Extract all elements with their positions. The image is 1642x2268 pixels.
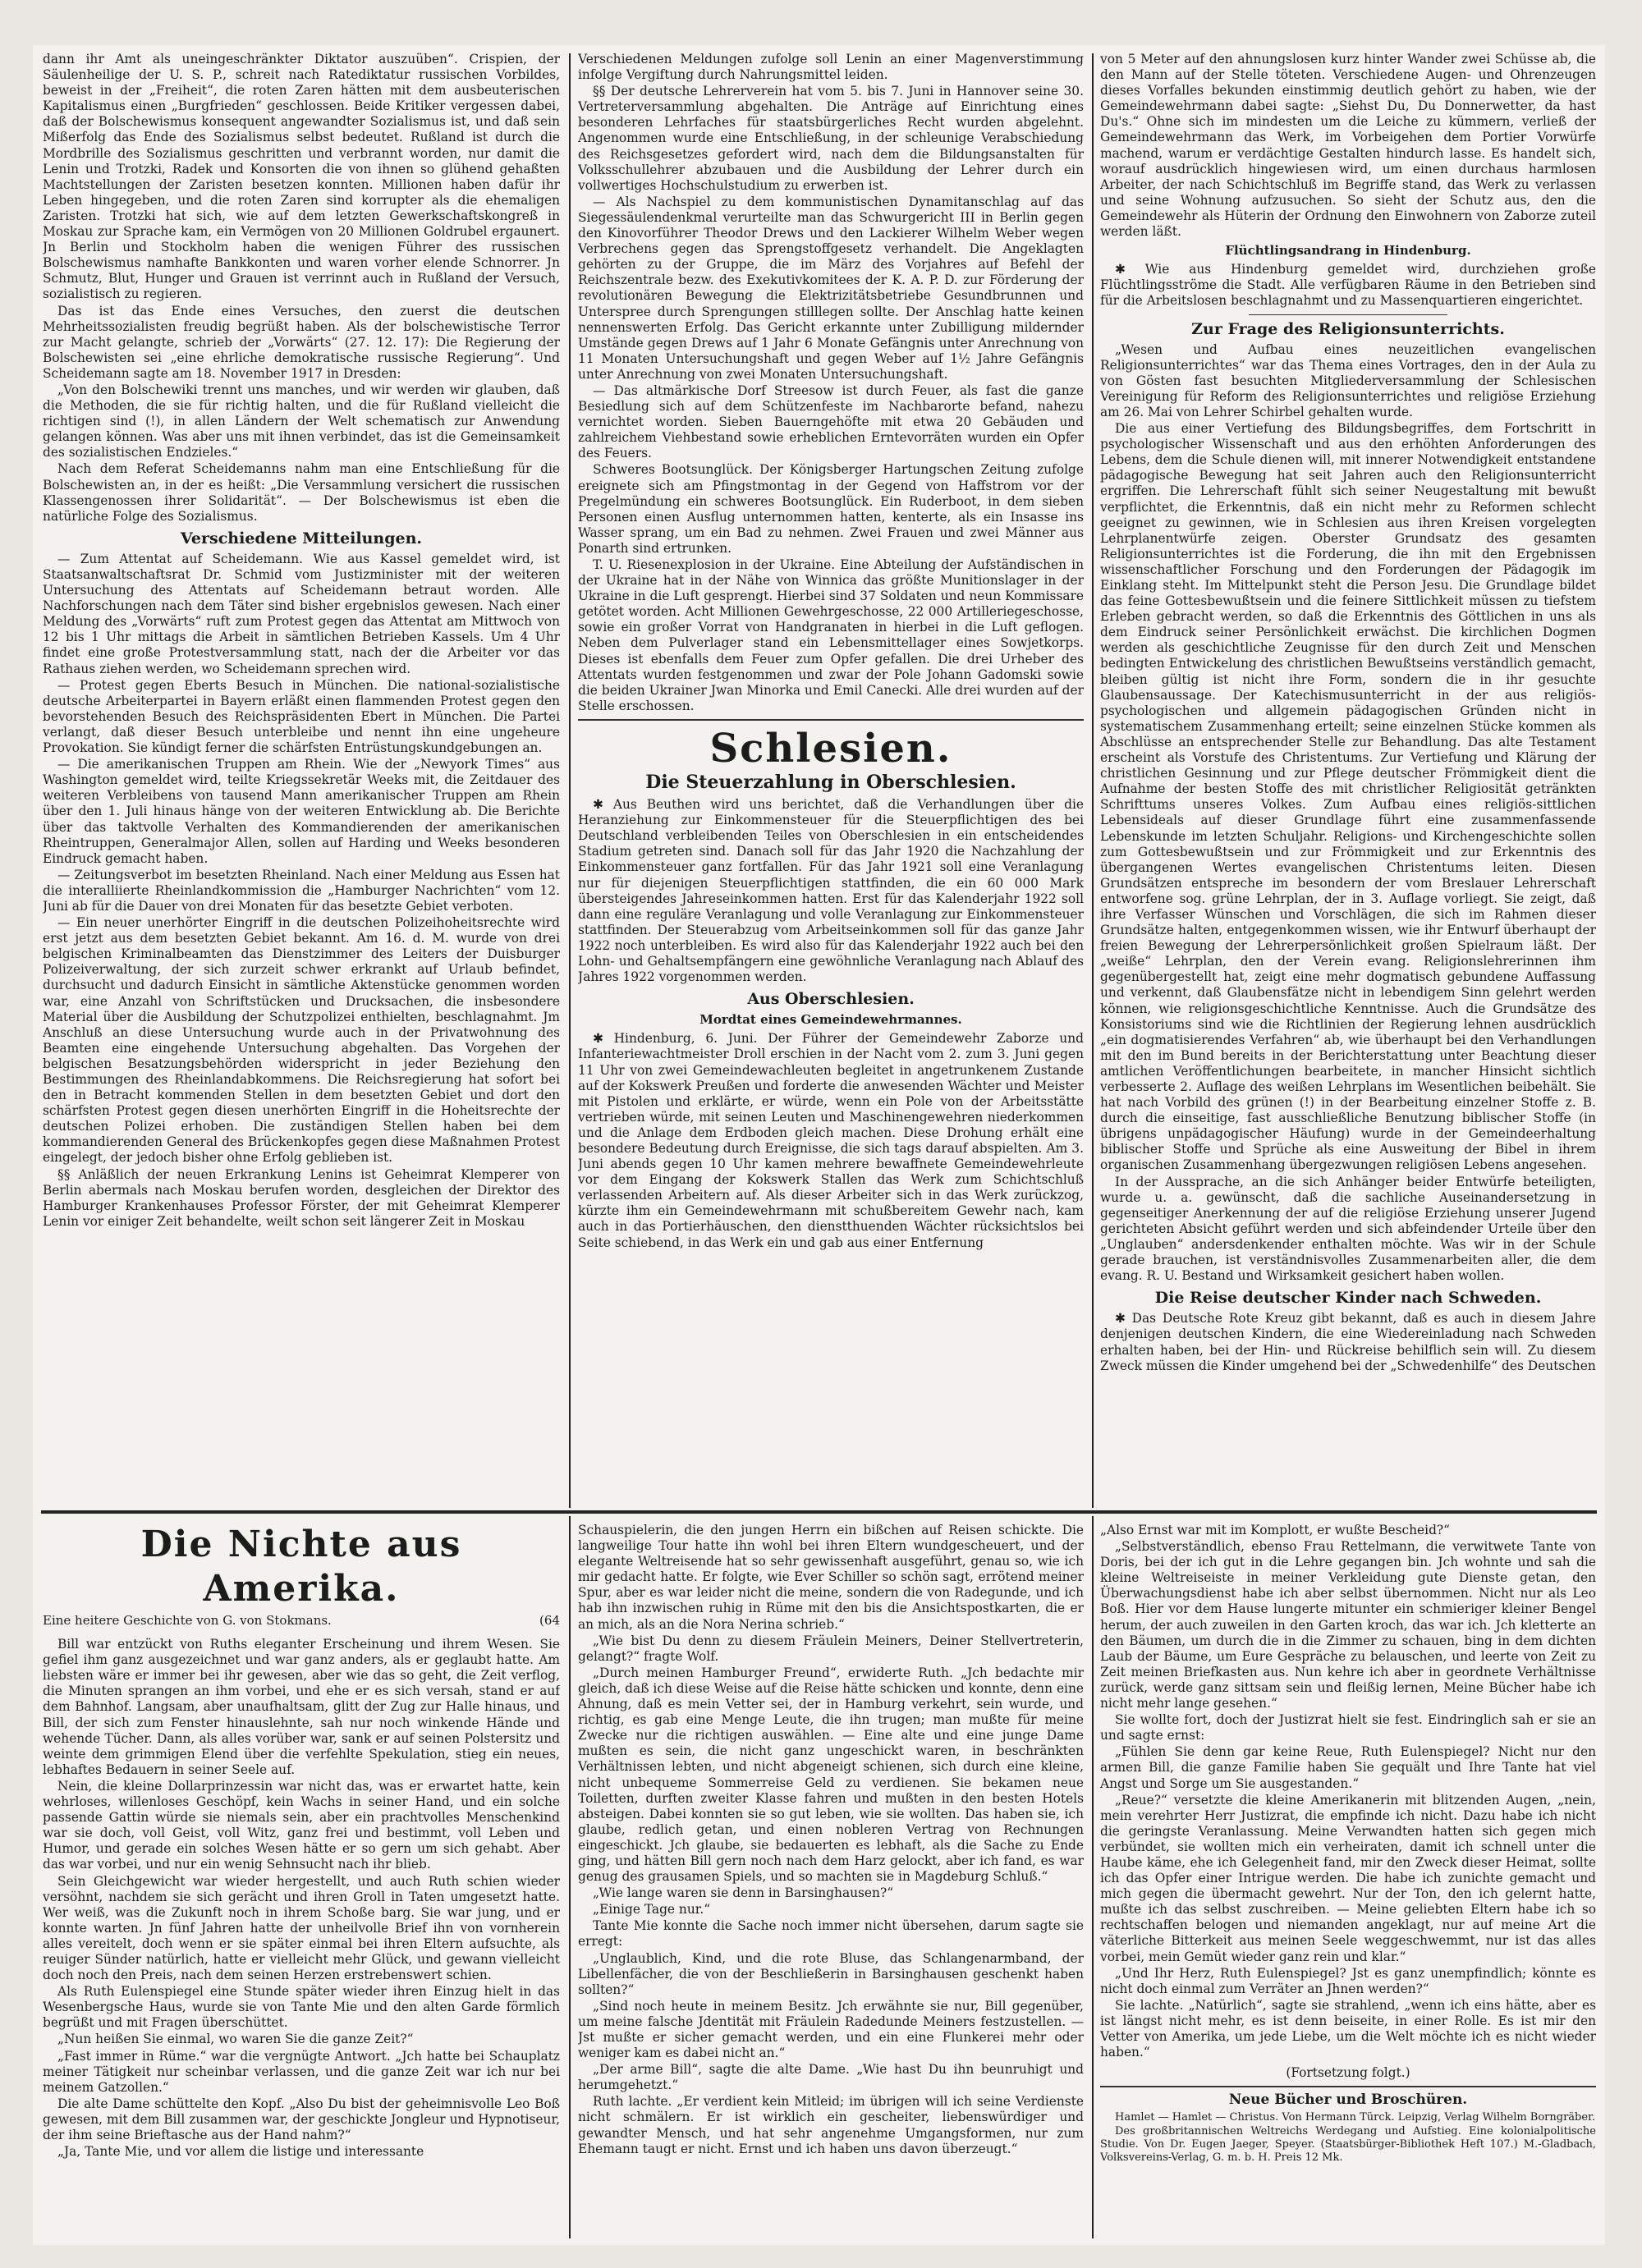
column-rule (1092, 53, 1094, 1508)
column-2 (578, 52, 1084, 1508)
divider (1249, 314, 1447, 315)
story-paragraph: Sein Gleichgewicht war wieder hergestellt, und auch Ruth schien wieder versöhnt, nachdem sie sich gerächt und ihren Groll in Taten umgesetzt hatte. Wer weiß, was die Zukunft noch in ihrem Schoße barg. Sie war jung, und er konnte warten. Jn fünf Jahren hatte der unheilvolle Brief ihn von vornherein alles vereitelt, doch wenn er sie später einmal bei ihren Eltern aufsuchte, als reuiger Sünder natürlich, hatte er vielleicht mehr Glück, und gewann vielleicht doch noch den Preis, nach dem seinen Herzen erstrebenswert schien. (43, 1873, 560, 1983)
story-paragraph: „Fühlen Sie denn gar keine Reue, Ruth Eulenspiegel? Nicht nur den armen Bill, die ganze Familie haben Sie gequält und Ihre Tante hat viel Angst und Sorge um Sie ausgestanden.“ (1100, 1744, 1596, 1791)
serial-column-1 (43, 1523, 560, 2238)
section-heading: Verschiedene Mitteilungen. (180, 529, 423, 548)
article-paragraph: Das ist das Ende eines Versuches, den zuerst die deutschen Mehrheitssozialisten freudig begrüßt haben. Als der bolschewistische Terror zur Macht gelangte, schrieb der „Vorwärts“ (27. 12. 17): Die Regierung der Bolschewisten sei „eine ehrliche demokratische russische Regierung“. Und Scheidemann sagte am 18. November 1917 in Dresden: (43, 303, 560, 381)
story-paragraph: Nein, die kleine Dollarprinzessin war nicht das, was er erwartet hatte, kein wehrloses, willenloses Geschöpf, kein Wachs in seiner Hand, und ein solche passende Gattin würde sie niemals sein, aber ein prachtvolles Menschenkind war sie doch, voll Geist, voll Witz, ganz frei und bestimmt, voll Leben und Humor, und gerade ein solches Wesen hätte er so gern um sich gehabt. Aber das war vorbei, und nur ein wenig Sehnsucht nach ihr blieb. (43, 1778, 560, 1872)
story-paragraph: Sie wollte fort, doch der Justizrat hielt sie fest. Eindringlich sah er sie an und sagte ernst: (1100, 1712, 1596, 1743)
story-paragraph: „Nun heißen Sie einmal, wo waren Sie die ganze Zeit?“ (57, 2032, 414, 2047)
story-paragraph: Als Ruth Eulenspiegel eine Stunde später wieder ihren Einzug hielt in das Wesenbergsche Haus, wurde sie von Tante Mie und den alten Garde förmlich begrüßt und mit Fragen überschüttet. (43, 1984, 560, 2031)
column-rule (1092, 1516, 1094, 2238)
story-paragraph: „Reue?“ versetzte die kleine Amerikanerin mit blitzenden Augen, „nein, mein verehrter Herr Justizrat, die empfinde ich nicht. Dazu habe ich nicht die geringste Veranlassung. Meine Verwandten hatten sich gegen mich verbündet, sie wollten mich ein verheiraten, damit ich schnell unter die Haube käme, ehe ich Gelegenheit fand, mir den Zweck dieser Heimat, sollte ich das Opfer einer Intrigue werden. Die habe ich zunichte gemacht und mich gegen die übermacht gewehrt. Nur der Ton, den ich gelernt hatte, mußte ich das selbst zuschreiben. — Meine geliebten Eltern habe ich so rechtschaffen belogen und niemanden angeklagt, nur auf meine Art die väterliche Bitterkeit aus meinen Seele weggeschwemmt, nur ist das alles vorbei, mein Gemüt wieder ganz rein und klar.“ (1100, 1792, 1596, 1964)
story-paragraph: „Der arme Bill“, sagte die alte Dame. „Wie hast Du ihn beunruhigt und herumgehetzt.“ (578, 2062, 1084, 2093)
story-paragraph: „Ja, Tante Mie, und vor allem die listige und interessante (57, 2144, 424, 2160)
section-heading: Zur Frage des Religionsunterrichts. (1191, 319, 1505, 338)
story-paragraph: „Durch meinen Hamburger Freund“, erwiderte Ruth. „Jch bedachte mir gleich, daß ich diese Weise auf die Reise hätte schicken und konnte, denn eine Ahnung, daß es mein Vetter sei, der in Hamburg verkehrt, sein wurde, und richtig, es gab eine Menge Leute, die ihn trugen; man mußte für meine Zwecke nur die richtigen auswählen. — Eine alte und eine junge Dame mußten es sein, die nicht ganz ungeschickt waren, in beschränkten Verhältnissen lebten, und nicht abgeneigt schienen, sich durch eine kleine, nicht unbequeme Sommerreise Geld zu verdienen. Sie bekamen neue Toiletten, durften zweiter Klasse fahren und mußten in den besten Hotels absteigen. Dabei konnten sie so gut leben, wie sie wollten. Das haben sie, ich glaube, redlich getan, und einen nobleren Vertrag von Rechnungen eingeschickt. Jch glaube, sie bedauerten es lebhaft, als die Sache zu Ende ging, und hätten Bill gern noch nach dem Harz gelockt, aber ich fand, es war genug des grausamen Spiels, und so machten sie in Magdeburg Schluß.“ (578, 1665, 1084, 1885)
serial-title: Die Nichte aus Amerika. (140, 1523, 462, 1610)
serial-subtitle-row (43, 1613, 560, 1629)
news-item: — Zeitungsverbot im besetzten Rheinland. Nach einer Meldung aus Essen hat die interalliierte Rheinlandkommission die „Hamburger Nachrichten“ vom 12. Juni ab für die Dauer von drei Monaten für das besetzte Gebiet verboten. (43, 867, 560, 914)
news-item: Schweres Bootsunglück. Der Königsberger Hartungschen Zeitung zufolge ereignete sich am Pfingstmontag in der Gegend von Haffstrom vor der Pregelmündung ein schweres Bootsunglück. Ein Ruderboot, in dem sieben Personen einen Ausflug unternommen hatten, kenterte, als ein Insasse ins Wasser sprang, um ein Bad zu nehmen. Zwei Frauen und zwei Männer aus Ponarth sind ertrunken. (578, 462, 1084, 556)
book-entry: Des großbritannischen Weltreichs Werdegang und Aufstieg. Eine kolonialpolitische Studie. Von Dr. Eugen Jaeger, Speyer. (Staatsbürger-Bibliothek Heft 107.) M.-Gladbach, Volksvereins-Verlag, G. m. b. H. Preis 12 Mk. (1100, 2125, 1596, 2165)
news-item: ✱ Aus Beuthen wird uns berichtet, daß die Verhandlungen über die Heranziehung zur Einkommensteuer für die Steuerpflichtigen des bei Deutschland verbleibenden Teiles von Oberschlesien in ein entscheidendes Stadium getreten sind. Danach soll für das Jahr 1920 die Nachzahlung der Einkommensteuer ganz fortfallen. Für das Jahr 1921 soll eine Veranlagung nur für diejenigen Steuerpflichtigen stattfinden, die ein 60 000 Mark übersteigendes Jahreseinkommen hatten. Erst für das Kalenderjahr 1922 soll dann eine reguläre Veranlagung und volle Veranlagung zur Einkommensteuer stattfinden. Der Steuerabzug vom Arbeitseinkommen soll für das ganze Jahr 1922 noch unterbleiben. Es wird also für das Kalenderjahr 1922 auch bei den Lohn- und Gehaltsempfängern eine gewöhnliche Veranlagung nach Ablauf des Jahres 1922 vorgenommen werden. (578, 797, 1084, 985)
news-item: ✱ Das Deutsche Rote Kreuz gibt bekannt, daß es auch in diesem Jahre denjenigen deutschen Kindern, die eine Wiedereinladung nach Schweden erhalten haben, bei der Hin- und Rückreise behilflich sein will. Zu diesem Zweck müssen die Kinder umgehend bei der „Schwedenhilfe“ des Deutschen (1100, 1311, 1596, 1373)
divider (1100, 2086, 1596, 2087)
article-paragraph: dann ihr Amt als uneingeschränkter Diktator auszuüben“. Crispien, der Säulenheilige der U. S. P., schreit nach Ratediktatur russischen Vorbildes, beweist in der „Freiheit“, die roten Zaren hätten mit dem ausbeuterischen Kapitalismus einen „Burgfrieden“ geschlossen. Beide Kritiker vergessen dabei, daß der Bolschewismus konsequent angewandter Sozialismus ist, und daß sein Mißerfolg das Ende des Sozialismus selbst bedeutet. Rußland ist durch die Mordbrille des Sozialismus geschritten und verbrannt worden, nur damit die Lenin und Trotzki, Radek und Konsorten die von ihnen so glühend gehaßten Machtstellungen der Zaristen besetzen konnten. Millionen haben dafür ihr Leben hingegeben, und die roten Zaren sind korrupter als die ehemaligen Zaristen. Trotzki hat sich, wie auf dem letzten Gewerkschaftskongreß in Moskau zur Sprache kam, ein Vermögen von 20 Millionen Goldrubel ergaunert. Jn Berlin und Stockholm haben die wenigen Führer des russischen Bolschewismus namhafte Bankkonten und waren vorher elende Schnorrer. Jn Schmutz, Blut, Hunger und Grauen ist verrinnt auch in Rußland der Versuch, sozialistisch zu regieren. (43, 52, 560, 302)
column-rule (569, 1516, 571, 2238)
column-3 (1100, 52, 1596, 1508)
story-paragraph: Sie lachte. „Natürlich“, sagte sie strahlend, „wenn ich eins hätte, aber es ist längst nicht mehr, es ist denn beiseite, in einer Rolle. Es ist mir den Vetter von Amerika, um jede Liebe, um die Welt möchte ich es nicht wieder haben.“ (1100, 1997, 1596, 2060)
story-paragraph: „Einige Tage nur.“ (593, 1902, 711, 1917)
news-item: — Zum Attentat auf Scheidemann. Wie aus Kassel gemeldet wird, ist Staatsanwaltschaftsrat Dr. Schmid vom Justizminister mit der weiteren Untersuchung des Attentats auf Scheidemann betraut worden. Alle Nachforschungen nach dem Täter sind bisher ergebnislos gewesen. Nach einer Meldung des „Vorwärts“ ruft zum Protest gegen das Attentat am Mittwoch von 12 bis 1 Uhr mittags die Arbeit in sämtlichen Betrieben Kassels. Um 4 Uhr findet eine große Protestversammlung statt, nach der die Arbeiter vor das Rathaus ziehen werden, wo Scheidemann sprechen wird. (43, 551, 560, 676)
section-separator (41, 1510, 1597, 1514)
story-paragraph: Ruth lachte. „Er verdient kein Mitleid; im übrigen will ich seine Verdienste nicht schmälern. Er ist wirklich ein gescheiter, liebenswürdiger und gewandter Mensch, und hat sehr angenehme Umgangsformen, nur zum Ehemann taugt er nicht. Ernst und ich haben uns davon überzeugt.“ (578, 2094, 1084, 2156)
story-paragraph: Tante Mie konnte die Sache noch immer nicht übersehen, darum sagte sie erregt: (578, 1918, 1084, 1950)
serial-subtitle: Eine heitere Geschichte von G. von Stokmans. (43, 1613, 332, 1628)
story-paragraph: Schauspielerin, die den jungen Herrn ein bißchen auf Reisen schickte. Die langweilige Tour hatte ihn wohl bei ihren Eltern wundgescheuert, und der elegante Weltreisende hat so sehr gewissenhaft ausgeführt, genau so, wie ich mir gedacht hatte. Er folgte, wie Ever Schiller so schön sagt, errötend meiner Spur, aber es war leider nicht die meine, sondern die von Radegunde, und ich hab ihn inzwischen ruhig in Rüme mit den bis die Ansichtspostkarten, die er an mich, als an die Nora Nerina schrieb.“ (578, 1523, 1084, 1632)
story-paragraph: „Wie lange waren sie denn in Barsinghausen?“ (593, 1885, 894, 1901)
news-item: von 5 Meter auf den ahnungslosen kurz hinter Wander zwei Schüsse ab, die den Mann auf der Stelle töteten. Verschiedene Augen- und Ohrenzeugen dieses Vorfalles bekunden einstimmig deutlich gehört zu haben, wie der Gemeindewehrmann dabei sagte: „Siehst Du, Du Donnerwetter, da hast Du's.“ Ohne sich im mindesten um die Leiche zu kümmern, verließ der Gemeindewehrmann das Werk, im Vorbeigehen dem Portier Vorwürfe machend, warum er verdächtige Gestalten hindurch lasse. Es handelt sich, worauf ausdrücklich hingewiesen wird, um einen durchaus harmlosen Arbeiter, der nach Schichtschluß im Begriffe stand, das Werk zu verlassen und seine Wohnung aufzusuchen. So sieht der Schutz aus, den die Gemeindewehr als Hüterin der Ordnung den Einwohnern von Zaborze zuteil werden läßt. (1100, 52, 1596, 240)
article-paragraph: Nach dem Referat Scheidemanns nahm man eine Entschließung für die Bolschewisten an, in der es heißt: „Die Versammlung versichert die russischen Klassengenossen ihrer Solidarität“. — Der Bolschewismus ist eben die natürliche Folge des Sozialismus. (43, 461, 560, 524)
news-item: ✱ Wie aus Hindenburg gemeldet wird, durchziehen große Flüchtlingsströme die Stadt. Alle verfügbaren Räume in den Betrieben sind für die Arbeitslosen beschlagnahmt und zu Massenquartieren eingerichtet. (1100, 262, 1596, 309)
story-paragraph: „Sind noch heute in meinem Besitz. Jch erwähnte sie nur, Bill gegenüber, um meine falsche Jdentität mit Fräulein Radedunde Meiners festzustellen. — Jst mußte er sicher gemacht werden, und ein eine Flunkerei mehr oder weniger kam es dabei nicht an.“ (578, 1998, 1084, 2061)
serial-number: (64 (539, 1613, 560, 1628)
section-divider (578, 719, 1084, 721)
quote-paragraph: „Von den Bolschewiki trennt uns manches, und wir werden wir glauben, daß die Methoden, die sie für richtig halten, und die für Rußland vielleicht die richtigen sind (!), in allen Ländern der Welt schematisch zur Anwendung gelangen können. Was aber uns mit ihnen verbindet, das ist die Gemeinsamkeit des sozialistischen Endzieles.“ (43, 382, 560, 460)
serial-column-2 (578, 1523, 1084, 2238)
story-paragraph: „Fast immer in Rüme.“ war die vergnügte Antwort. „Jch hatte bei Schauplatz meiner Tätigkeit nur scheinbar verlassen, und die ganze Zeit war ich nur bei meinem Gatzollen.“ (43, 2048, 560, 2095)
small-heading: Flüchtlingsandrang in Hindenburg. (1225, 243, 1471, 259)
story-paragraph: „Unglaublich, Kind, und die rote Bluse, das Schlangenarmband, der Libellenfächer, die von der Beschließerin in Barsinghausen geschenkt haben sollten?“ (578, 1950, 1084, 1997)
story-paragraph: „Also Ernst war mit im Komplott, er wußte Bescheid?“ (1100, 1523, 1451, 1537)
section-subtitle: Die Steuerzahlung in Oberschlesien. (645, 771, 1016, 793)
news-item: — Ein neuer unerhörter Eingriff in die deutschen Polizeihoheitsrechte wird erst jetzt aus dem besetzten Gebiet bekannt. Am 16. d. M. wurde von drei belgischen Kriminalbeamten das Dienstzimmer des Leiters der Duisburger Polizeiverwaltung, der sich zurzeit schwer erkrankt auf Urlaub befindet, durchsucht und dadurch Einsicht in sämtliche Aktenstücke genommen worden war, eine Anzahl von Schriftstücken und Drucksachen, die insbesondere Material über die Ausbildung der Schutzpolizei enthielten, beschlagnahmt. Jm Anschluß an diese Untersuchung wurde auch in der Privatwohnung des Beamten eine eingehende Untersuchung abgehalten. Das Vorgehen der belgischen Besatzungsbehörden widerspricht in jeder Beziehung den Bestimmungen des Rheinlandabkommens. Die Reichsregierung hat sofort bei den in Betracht kommenden Stellen in dem besetzten Gebiet und dort den schärfsten Protest gegen diesen unerhörten Eingriff in die Hoheitsrechte der deutschen Polizei erhoben. Die zuständigen Stellen haben bei dem kommandierenden General des Brückenkopfes gegen diese Maßnahmen Protest eingelegt, der jedoch bisher ohne Erfolg geblieben ist. (43, 915, 560, 1166)
story-paragraph: Die alte Dame schüttelte den Kopf. „Also Du bist der geheimnisvolle Leo Boß gewesen, mit dem Bill zusammen war, der geschickte Jongleur und Hypnotiseur, der ihm seine Brieftasche aus der Hand nahm?“ (43, 2096, 560, 2142)
news-item: — Die amerikanischen Truppen am Rhein. Wie der „Newyork Times“ aus Washington gemeldet wird, teilte Kriegssekretär Weeks mit, die Zeitdauer des weiteren Verbleibens von tausend Mann amerikanischer Truppen am Rhein über den 1. Juli hinaus hänge von der weiteren Entwicklung ab. Die Berichte über das taktvolle Verhalten des Kommandierenden der amerikanischen Rheintruppen, Generalmajor Allen, sollen auf Harding und Weeks besonderen Eindruck gemacht haben. (43, 757, 560, 866)
news-item: T. U. Riesenexplosion in der Ukraine. Eine Abteilung der Aufständischen in der Ukraine hat in der Nähe von Winnica das größte Munitionslager in der Ukraine in die Luft gesprengt. Hierbei sind 37 Soldaten und neun Kommissare getötet worden. Acht Millionen Gewehrgeschosse, 22 000 Artilleriegeschosse, sowie ein großer Vorrat von Handgranaten in hierbei in die Luft geflogen. Neben dem Pulverlager stand ein Lebensmittellager eines Sowjetkorps. Dieses ist ebenfalls dem Feuer zum Opfer gefallen. Die drei Urheber des Attentats wurden festgenommen und zwar der Pole Johann Gadomski sowie die beiden Ukrainer Jwan Minorka und Emil Canecki. Alle drei wurden auf der Stelle erschossen. (578, 557, 1084, 713)
news-item: §§ Der deutsche Lehrerverein hat vom 5. bis 7. Juni in Hannover seine 30. Vertreterversammlung abgehalten. Die Anträge auf Einrichtung eines besonderen Lehrfaches für staatsbürgerliches Recht wurden abgelehnt. Angenommen wurde eine Entschließung, in der schleunige Verabschiedung des Reichsgesetzes gefordert wird, nach dem die Bildungsanstalten für Volksschullehrer abzubauen und die Ausbildung der Lehrer durch ein vollwertiges Hochschulstudium zu erwerben ist. (578, 84, 1084, 193)
story-paragraph: „Selbstverständlich, ebenso Frau Rettelmann, die verwitwete Tante von Doris, bei der ich gut in die Lehre gegangen bin. Jch wohnte und sah die kleine Weltreiseiste in meiner Verkleidung gute Dienste getan, den Überwachungsdienst habe ich aber selbst übernommen. Nicht nur als Leo Boß. Hier vor dem Hause lungerte mitunter ein schmieriger kleiner Bengel herum, der auch zuweilen in den Garten kroch, das war ich. Jch kletterte an den Bäumen, um durch die in die Zimmer zu schauen, bing in dem dichten Laub der Bäume, um Eure Gespräche zu belauschen, und leerte von Zeit zu Zeit meinen Briefkasten aus. Nun kehre ich aber in geordnete Verhältnisse zurück, werde ganz sittsam sein und fleißig lernen, Meine Bücher habe ich nicht mehr lange gesehen.“ (1100, 1539, 1596, 1711)
news-item: — Protest gegen Eberts Besuch in München. Die national-sozialistische deutsche Arbeiterpartei in Bayern erläßt einen flammenden Protest gegen den bevorstehenden Besuch des Reichspräsidenten Ebert in München. Die Partei verlangt, daß dieser Besuch unterbleibe und nennt ihn eine ungeheure Provokation. Sie kündigt ferner die schärfsten Entrüstungskundgebungen an. (43, 677, 560, 756)
books-heading: Neue Bücher und Broschüren. (1228, 2092, 1468, 2109)
news-item: Verschiedenen Meldungen zufolge soll Lenin an einer Magenverstimmung infolge Vergiftung durch Nahrungsmittel leiden. (578, 52, 1084, 83)
section-heading: Die Reise deutscher Kinder nach Schweden. (1154, 1289, 1542, 1308)
story-paragraph: Bill war entzückt von Ruths eleganter Erscheinung und ihrem Wesen. Sie gefiel ihm ganz ausgezeichnet und war ganz anders, als er geglaubt hatte. Am liebsten wäre er immer bei ihr gewesen, aber wie das so geht, die Zeit verflog, die Minuten sprangen an ihm vorbei, und ehe er es sich versah, stand er auf dem Bahnhof. Langsam, aber unaufhaltsam, glitt der Zug zur Halle hinaus, und Bill, der sich zum Fenster hinauslehnte, sah nur noch winkende Hände und wehende Tücher. Dann, als alles vorüber war, sank er auf seinen Polstersitz und weinte dem grimmigen Elend über die verfehlte Spekulation, stieg ein neues, lebhaftes Bedauern in seiner Seele auf. (43, 1637, 560, 1777)
news-item: ✱ Hindenburg, 6. Juni. Der Führer der Gemeindewehr Zaborze und Infanteriewachtmeister Droll erschien in der Nacht vom 2. zum 3. Juni gegen 11 Uhr von zwei Gemeindewachleuten begleitet in angetrunkenem Zustande auf der Kokswerk Preußen und forderte die anwesenden Wächter und Meister mit Pistolen und erklärte, er würde, wenn ein Pole von der Arbeitsstätte vertrieben würde, mit seinen Leuten und Maschinengewehren niederkommen und die Anlage dem Erdboden gleich machen. Diese Drohung erhält eine besondere Bedeutung durch Ereignisse, die sich tags darauf abspielten. Am 3. Juni abends gegen 10 Uhr kamen mehrere bewaffnete Gemeindewehrleute vor dem Eingang der Kokswerk Stallen das Werk zum Schichtschluß verlassenden Arbeitern auf. Als dieser Arbeiter sich in das Werk zurückzog, kürzte ihm ein Gemeindewehrmann mit schußbereitem Gewehr nach, kam auch in das Portierhäuschen, den dienstthuenden Wächter rücksichtslos bei Seite schiebend, in das Werk ein und gab aus einer Entfernung (578, 1031, 1084, 1250)
news-item: — Das altmärkische Dorf Streesow ist durch Feuer, als fast die ganze Besiedlung sich auf dem Schützenfeste im Nachbarorte befand, nahezu vernichtet worden. Sieben Bauerngehöfte mit etwa 20 Gebäuden und zahlreichem Viehbestand sowie erheblichen Erntevorräten wurden ein Opfer des Feuers. (578, 383, 1084, 461)
article-paragraph: „Wesen und Aufbau eines neuzeitlichen evangelischen Religionsunterrichtes“ war das Thema eines Vortrages, den in der Aula zu von Gösten fast besuchten Mitgliederversammlung der Schlesischen Vereinigung für Reform des Religionsunterrichtes und religiöse Erziehung am 26. Mai von Lehrer Schirbel gehalten wurde. (1100, 341, 1596, 419)
sub-heading: Aus Oberschlesien. (747, 990, 915, 1009)
news-item: §§ Anläßlich der neuen Erkrankung Lenins ist Geheimrat Klemperer von Berlin abermals nach Moskau berufen worden, desgleichen der Direktor des Hamburger Krankenhauses Professor Förster, der mit Geheimrat Klemperer Lenin vor einiger Zeit behandelte, weilt schon seit längerer Zeit in Moskau (43, 1166, 560, 1229)
column-rule (569, 53, 571, 1508)
sub-heading-small: Mordtat eines Gemeindewehrmannes. (699, 1012, 962, 1028)
article-paragraph: In der Aussprache, an die sich Anhänger beider Entwürfe beteiligten, wurde u. a. gewünscht, daß die sachliche Auseinandersetzung in gegenseitiger Anerkennung der auf die religiöse Erziehung unserer Jugend gerichteten Absicht geführt werden und sich abfeindender Urteile über den „Unglauben“ andersdenkender enthalten möchte. Was wir in der Schule gerade brauchen, ist verständnisvolles Zusammenarbeiten aller, die dem evang. R. U. Bestand und Wirksamkeit gesichert haben wollen. (1100, 1174, 1596, 1284)
story-paragraph: „Und Ihr Herz, Ruth Eulenspiegel? Jst es ganz unempfindlich; könnte es nicht doch einmal zum Verräter an Jhnen werden?“ (1100, 1965, 1596, 1996)
continuation-note: (Fortsetzung folgt.) (1286, 2065, 1410, 2081)
column-1 (43, 52, 560, 1508)
serial-column-3 (1100, 1523, 1596, 2238)
article-paragraph: Die aus einer Vertiefung des Bildungsbegriffes, dem Fortschritt in psychologischer Wissenschaft und aus den erhöhten Anforderungen des Lebens, dem die Schule dienen will, mit innerer Notwendigkeit entstandene pädagogische Bewegung hat seit Jahren auch den Religionsunterricht ergriffen. Die Lehrerschaft fühlt sich seiner Neugestaltung mit bewußt verpflichtet, die Erkenntnis, daß ein nicht mehr zu Reformen schlecht geeignet zu gewinnen, wie in Schlesien aus ihren Kreisen vorgelegten Lehrplanentwürfe zeigen. Oberster Grundsatz des gesamten Religionsunterrichtes ist die Forderung, die ihn mit den Ergebnissen wissenschaftlicher Forschung und den Forderungen der Pädagogik im Einklang steht. Im Mittelpunkt steht die Person Jesu. Die Grundlage bildet das feine Gottesbewußtsein und die feinere Sittlichkeit müssen zu tiefstem Erleben gebracht werden, so daß die Erkenntnis des Göttlichen in uns als dem Eindruck seiner Persönlichkeit erwächst. Die kirchlichen Dogmen werden als geschichtliche Zeugnisse für den durch Zeit und Menschen bedingten Entwickelung des christlichen Bewußtseins verständlich gemacht, bleiben gültig ist nicht ihre Form, sondern die in ihr gesuchte Glaubensaussage. Der Katechismusunterricht in der aus religiös-psychologischen und allgemein pädagogischen Gründen nicht in systematischem Zusammenhang erteilt; seine einzelnen Stücke kommen als Abschlüsse an entsprechender Stelle zur Behandlung. Das alte Testament erscheint als Vorstufe des Christentums. Zur Vertiefung und Klärung der christlichen Gesinnung und zur Pflege deutscher Frömmigkeit dient die Aufnahme der besten Stoffe des mit christlicher Religiosität getränkten Schrifttums unseres Volkes. Zum Aufbau eines religiös-sittlichen Lebensideals auf dieser Grundlage führt eine zusammenfassende Lebenskunde im letzten Schuljahr. Religions- und Kirchengeschichte sollen zum Gottesbewußtsein und zur Frömmigkeit und zur Erkenntnis des übergangenen Wertes evangelischen Christentums leiten. Diesen Grundsätzen entspreche im besondern der vom Breslauer Lehrerschaft entworfene sog. grüne Lehrplan, der in 3. Auflage vorliegt. Sie zeigt, daß ihre Verfasser Wünschen und Vorschlägen, die sich im Rahmen dieser Grundsätze halten, entgegenkommen wissen, wie ihr Entwurf überhaupt der freien Bewegung der Lehrerpersönlichkeit großen Spielraum läßt. Der „weiße“ Lehrplan, den der Verein evang. Religionslehrerinnen ihm gegenübergestellt hat, zeigt eine mehr dogmatisch gebundene Auffassung und verkennt, daß Glaubensfätze nicht in lebendigem Sinn gelehrt werden können, wie religionsgeschichtliche Kenntnisse. Auch die Grundsätze des Konsistoriums sind wie die Richtlinien der Regierung lehnen ausdrücklich „ein dogmatisierendes Verfahren“ ab, wie überhaupt bei den Verhandlungen mit den im Bund bereits in der Berichterstattung unter Beachtung dieser amtlichen Veröffentlichungen bearbeitete, in mancher Hinsicht sichtlich verbesserte 2. Auflage des weißen Lehrplans im Wesentlichen beibehält. Sie hat nach Vorbild des grünen (!) in der Bearbeitung einzelner Stoffe z. B. durch die einseitige, fast ausschließliche Benutzung biblischer Stoffe (in übrigens unpädagogischer Häufung) wurde in der Gemeindeerhaltung biblischer Stoffe und Sprüche als eine Ausweitung der Bibel in ihrem organischen Zusammenhang übergezwungen religiösen Lebens angesehen. (1100, 421, 1596, 1173)
book-entry: Hamlet — Hamlet — Christus. Von Hermann Türck. Leipzig, Verlag Wilhelm Borngräber. (1115, 2111, 1595, 2124)
news-item: — Als Nachspiel zu dem kommunistischen Dynamitanschlag auf das Siegessäulendenkmal verurteilte man das Schwurgericht III in Berlin gegen den Kinovorführer Theodor Drews und den Lackierer Wilhelm Weber wegen Verbrechens gegen das Sprengstoffgesetz verhandelt. Die Angeklagten gehörten zu der Gruppe, die im März des Vorjahres auf Befehl der Reichszentrale bezw. des Exekutivkomitees der K. A. P. D. zur Förderung der revolutionären Bewegung die Elektrizitätsbetriebe Gesundbrunnen und Unterspree durch Sprengungen stilllegen sollte. Der Anschlag hatte keinen nennenswerten Erfolg. Das Gericht erkannte unter Zubilligung mildernder Umstände gegen Drews auf 1 Jahr 6 Monate Gefängnis unter Anrechnung von 11 Monaten Untersuchungshaft und gegen Weber auf 1½ Jahre Gefängnis unter Anrechnung von zwei Monaten Untersuchungshaft. (578, 194, 1084, 382)
section-title: Schlesien. (709, 725, 952, 772)
story-paragraph: „Wie bist Du denn zu diesem Fräulein Meiners, Deiner Stellvertreterin, gelangt?“ fragte Wolf. (578, 1633, 1084, 1664)
newspaper-page (33, 45, 1605, 2245)
